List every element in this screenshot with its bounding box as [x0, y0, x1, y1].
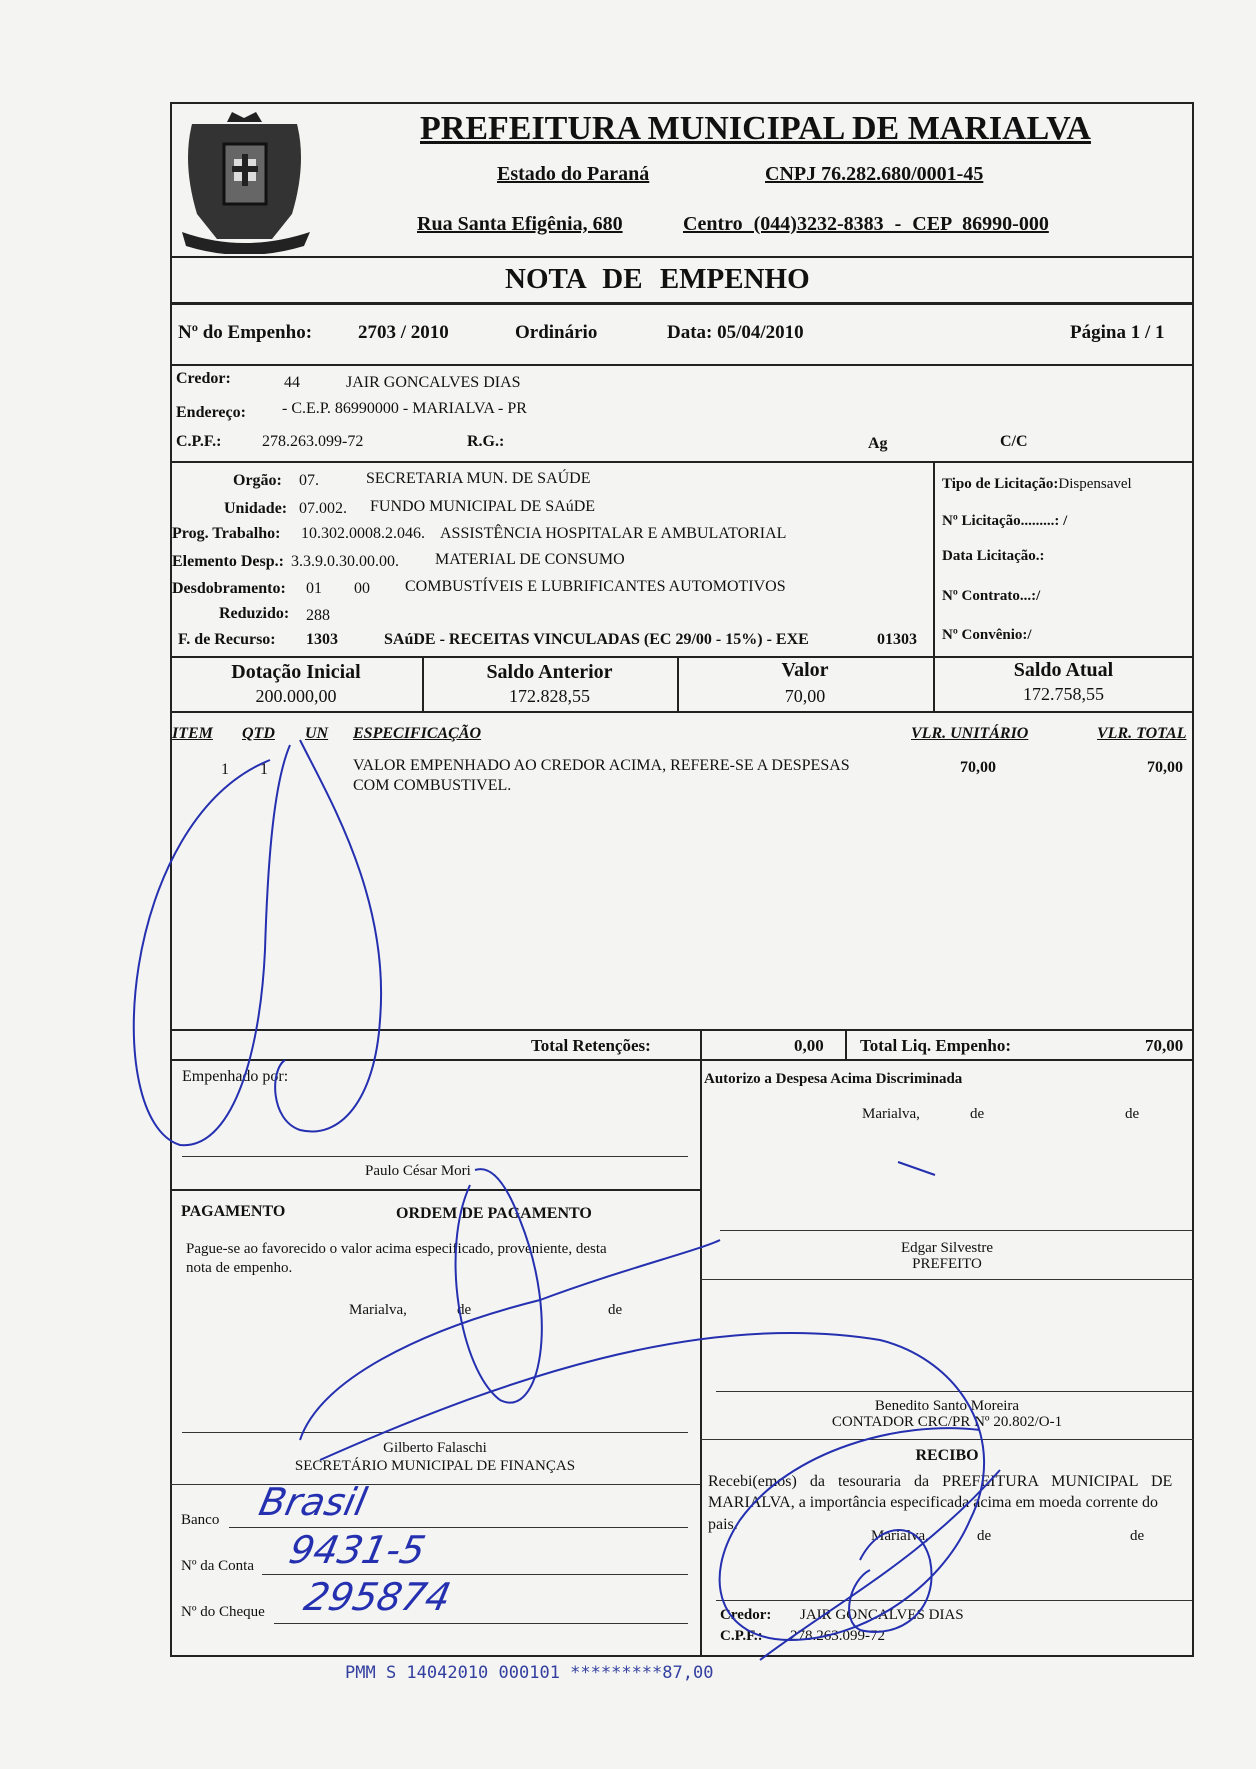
- header-district: Centro (044)3232-8383 - CEP 86990-000: [683, 213, 1049, 235]
- signature-line: [716, 1600, 1192, 1601]
- col-unit: VLR. UNITÁRIO: [911, 725, 1029, 742]
- elemento-name: MATERIAL DE CONSUMO: [435, 551, 625, 568]
- divider: [170, 256, 1194, 258]
- empenho-label: Nº do Empenho:: [178, 322, 313, 343]
- rg-label: R.G.:: [467, 433, 505, 450]
- divider: [700, 1439, 1194, 1440]
- unidade-name: FUNDO MUNICIPAL DE SAúDE: [370, 498, 596, 515]
- autorizo-de2: de: [1125, 1106, 1140, 1122]
- secretario-name: Gilberto Falaschi: [383, 1440, 487, 1456]
- col-total: VLR. TOTAL: [1097, 725, 1187, 742]
- retencoes-label: Total Retenções:: [531, 1036, 651, 1055]
- orgao-name: SECRETARIA MUN. DE SAÚDE: [366, 470, 591, 487]
- recibo-cpf: 278.263.099-72: [790, 1628, 885, 1644]
- signature-line: [720, 1230, 1192, 1231]
- saldo-atual-value: 172.758,55: [1023, 684, 1104, 704]
- recibo-cpf-label: C.P.F.:: [720, 1628, 763, 1644]
- pagamento-de2: de: [608, 1302, 623, 1318]
- desdobramento-a: 01: [306, 580, 322, 597]
- divider: [700, 1279, 1194, 1280]
- valor-value: 70,00: [784, 686, 826, 706]
- recurso-name: SAúDE - RECEITAS VINCULADAS (EC 29/00 - 15%) - EXE: [384, 631, 809, 648]
- recibo-text-line3: pais.: [708, 1516, 738, 1533]
- recibo-credor-label: Credor:: [720, 1607, 772, 1623]
- reduzido-label: Reduzido:: [219, 605, 290, 622]
- recurso-code: 1303: [306, 631, 338, 648]
- orgao-label: Orgão:: [233, 472, 282, 489]
- recibo-label: RECIBO: [915, 1447, 979, 1464]
- dotacao-label: Dotação Inicial: [231, 661, 361, 683]
- recibo-de1: de: [977, 1528, 992, 1544]
- empenho-date: Data: 05/04/2010: [667, 322, 804, 343]
- pagamento-text-line2: nota de empenho.: [186, 1260, 293, 1276]
- header-state: Estado do Paraná: [497, 163, 650, 185]
- unidade-code: 07.002.: [299, 500, 347, 517]
- row-total: 70,00: [1147, 759, 1183, 776]
- empenho-type: Ordinário: [515, 322, 598, 343]
- row-unit: 70,00: [960, 759, 996, 776]
- signature-line: [716, 1391, 1192, 1392]
- divider: [845, 1029, 847, 1059]
- row-spec-line1: VALOR EMPENHADO AO CREDOR ACIMA, REFERE-SE A DESPESAS: [353, 757, 850, 774]
- col-item: ITEM: [172, 725, 213, 742]
- prog-label: Prog. Trabalho:: [172, 525, 281, 542]
- recibo-text-line2: MARIALVA, a importância especificada acima em moeda corrente do: [708, 1494, 1159, 1511]
- page-number: Página 1 / 1: [1070, 322, 1165, 343]
- divider: [170, 1189, 700, 1191]
- signature-line: [182, 1432, 688, 1433]
- licitacao-type-value: Dispensavel: [1058, 476, 1132, 492]
- divider: [170, 1484, 700, 1485]
- address-label: Endereço:: [176, 404, 246, 421]
- pagamento-de1: de: [457, 1302, 472, 1318]
- reduzido-value: 288: [306, 607, 330, 624]
- prefeito-name: Edgar Silvestre: [900, 1240, 994, 1256]
- retencoes-value: 0,00: [794, 1036, 824, 1055]
- convenio-number: Nº Convênio:/: [942, 627, 1032, 643]
- recurso-label: F. de Recurso:: [178, 631, 276, 648]
- autorizo-place: Marialva,: [862, 1106, 920, 1122]
- ag-label: Ag: [868, 435, 888, 452]
- autorizo-label: Autorizo a Despesa Acima Discriminada: [704, 1071, 963, 1087]
- header-title: PREFEITURA MUNICIPAL DE MARIALVA: [420, 110, 1091, 147]
- desdobramento-label: Desdobramento:: [172, 580, 286, 597]
- divider: [170, 711, 1194, 713]
- divider: [170, 461, 1194, 463]
- banco-handwritten-value: Brasil: [255, 1480, 371, 1524]
- liq-value: 70,00: [1145, 1036, 1184, 1055]
- cheque-field-line: [274, 1623, 688, 1624]
- unidade-label: Unidade:: [224, 500, 288, 517]
- licitacao-number: Nº Licitação.........: /: [942, 513, 1068, 529]
- valor-label: Valor: [781, 659, 829, 681]
- divider: [170, 1029, 1194, 1031]
- recibo-text-line1: Recebi(emos) da tesouraria da PREFEITURA MUNICIPAL DE: [708, 1473, 1173, 1490]
- licitacao-type-label: Tipo de Licitação:: [942, 476, 1059, 492]
- recibo-credor-name: JAIR GONCALVES DIAS: [800, 1607, 964, 1623]
- licitacao-type: [942, 476, 1132, 493]
- ordem-label: ORDEM DE PAGAMENTO: [396, 1205, 592, 1222]
- contrato-number: Nº Contrato...:/: [942, 588, 1041, 604]
- signature-line: [182, 1156, 688, 1157]
- credor-code: 44: [284, 374, 300, 391]
- recibo-de2: de: [1130, 1528, 1145, 1544]
- saldo-anterior-label: Saldo Anterior: [486, 661, 613, 683]
- dotacao-value: 200.000,00: [255, 686, 337, 706]
- desdobramento-name: COMBUSTÍVEIS E LUBRIFICANTES AUTOMOTIVOS: [405, 578, 786, 595]
- credor-cpf: 278.263.099-72: [262, 433, 364, 450]
- footer-stamp: PMM S 14042010 000101 *********87,00: [345, 1663, 714, 1683]
- empenho-number: 2703 / 2010: [358, 322, 449, 343]
- divider: [170, 364, 1194, 366]
- row-item: 1: [221, 761, 229, 778]
- pagamento-label: PAGAMENTO: [181, 1203, 286, 1220]
- cpf-label: C.P.F.:: [176, 433, 222, 450]
- divider: [933, 461, 935, 656]
- credor-label: Credor:: [176, 370, 231, 387]
- divider: [170, 656, 1194, 658]
- pagamento-text-line1: Pague-se ao favorecido o valor acima especificado, proveniente, desta: [186, 1241, 607, 1257]
- prog-name: ASSISTÊNCIA HOSPITALAR E AMBULATORIAL: [440, 525, 787, 542]
- divider: [170, 1059, 1194, 1061]
- header-cnpj: CNPJ 76.282.680/0001-45: [765, 163, 984, 185]
- divider: [700, 1029, 702, 1059]
- cheque-label: Nº do Cheque: [181, 1604, 265, 1620]
- contador-name: Benedito Santo Moreira: [874, 1398, 1020, 1414]
- saldo-anterior-value: 172.828,55: [509, 686, 590, 706]
- licitacao-date: Data Licitação.:: [942, 548, 1045, 564]
- contador-title: CONTADOR CRC/PR Nº 20.802/O-1: [831, 1414, 1063, 1430]
- cc-label: C/C: [1000, 433, 1028, 450]
- recibo-place: Marialva,: [871, 1528, 929, 1544]
- desdobramento-b: 00: [354, 580, 370, 597]
- secretario-title: SECRETÁRIO MUNICIPAL DE FINANÇAS: [294, 1458, 576, 1474]
- prog-code: 10.302.0008.2.046.: [301, 525, 425, 542]
- row-qtd: 1: [260, 761, 268, 778]
- doc-title: NOTA DE EMPENHO: [505, 263, 810, 295]
- divider: [700, 1059, 702, 1657]
- conta-handwritten-value: 9431-5: [285, 1528, 430, 1572]
- pagamento-place: Marialva,: [349, 1302, 407, 1318]
- elemento-label: Elemento Desp.:: [172, 553, 284, 570]
- prefeito-title: PREFEITO: [912, 1256, 982, 1272]
- cheque-handwritten-value: 295874: [300, 1575, 455, 1619]
- orgao-code: 07.: [299, 472, 319, 489]
- col-un: UN: [305, 725, 329, 742]
- coat-of-arms-icon: [172, 104, 317, 254]
- col-spec: ESPECIFICAÇÃO: [353, 725, 482, 742]
- empenhado-name: Paulo César Mori: [365, 1163, 471, 1179]
- credor-name: JAIR GONCALVES DIAS: [346, 374, 521, 391]
- liq-label: Total Liq. Empenho:: [860, 1036, 1011, 1055]
- row-spec-line2: COM COMBUSTIVEL.: [353, 777, 512, 794]
- col-qtd: QTD: [242, 725, 275, 742]
- banco-label: Banco: [181, 1512, 220, 1528]
- conta-label: Nº da Conta: [181, 1558, 254, 1574]
- saldo-atual-label: Saldo Atual: [1013, 659, 1114, 681]
- credor-address: - C.E.P. 86990000 - MARIALVA - PR: [282, 400, 527, 417]
- divider: [170, 302, 1194, 305]
- autorizo-de1: de: [970, 1106, 985, 1122]
- empenhado-label: Empenhado por:: [182, 1068, 289, 1085]
- elemento-code: 3.3.9.0.30.00.00.: [291, 553, 399, 570]
- header-address: Rua Santa Efigênia, 680: [417, 213, 623, 235]
- recurso-account: 01303: [877, 631, 917, 648]
